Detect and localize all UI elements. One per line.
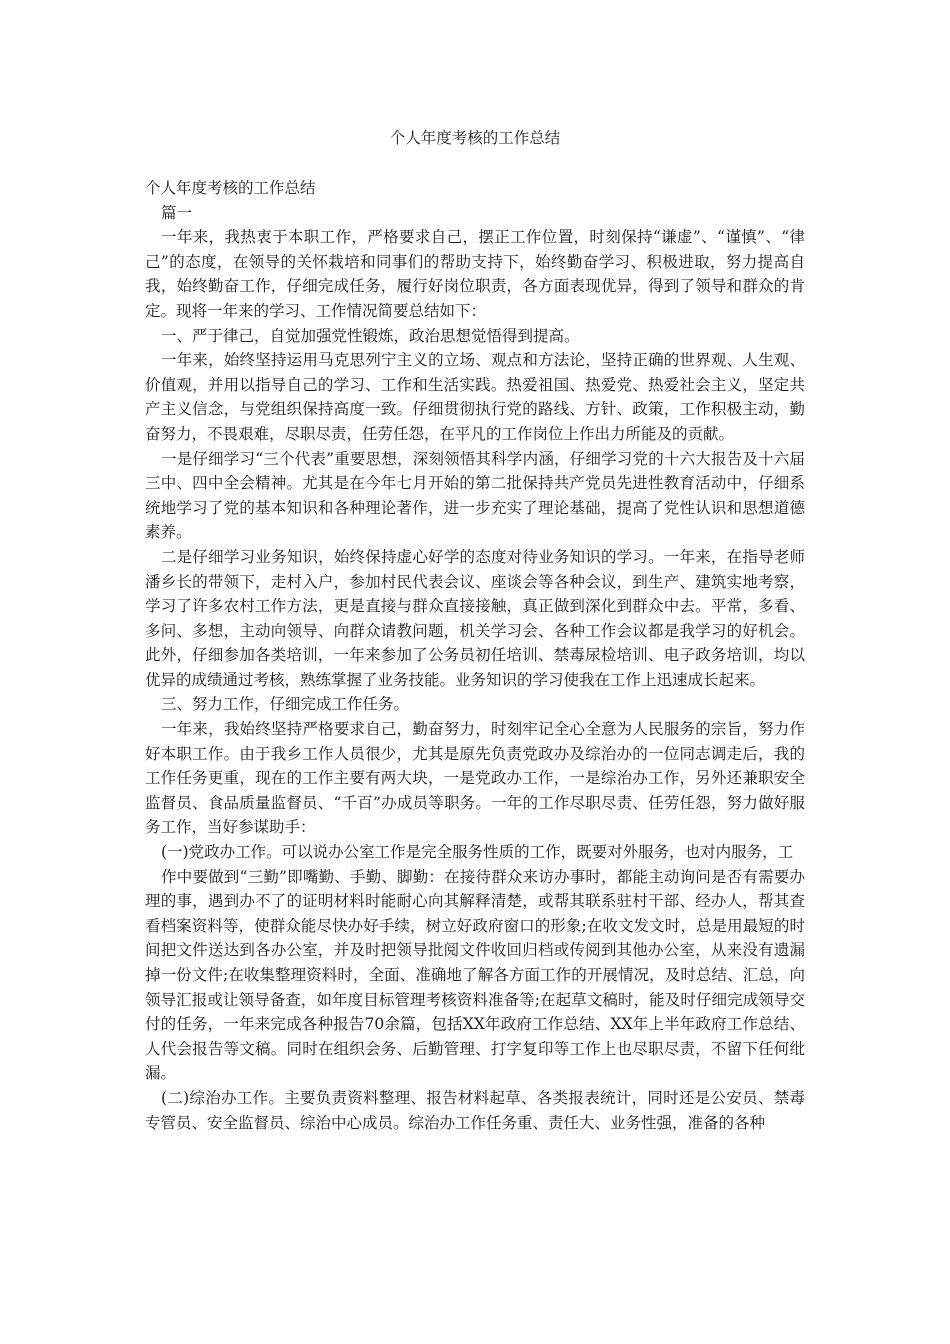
paragraph: 篇一 bbox=[161, 203, 193, 222]
paragraph: 一、严于律己，自觉加强党性锻炼，政治思想觉悟得到提高。 bbox=[161, 326, 580, 345]
paragraph: 三、努力工作，仔细完成工作任务。 bbox=[161, 695, 410, 714]
paragraph: 一是仔细学习“三个代表”重要思想，深刻领悟其科学内涵，仔细学习党的十六大报告及十六届三中、四中全会精神。尤其是在今年七月开始的第二批保持共产党员先进性教育活动中，仔细系统地学习了党的基本知识和各种理论著作，进一步充实了理论基础，提高了党性认识和思想道德素养。 bbox=[145, 449, 805, 542]
paragraph: 个人年度考核的工作总结 bbox=[145, 179, 316, 197]
paragraph: 作中要做到“三勤”即嘴勤、手勤、脚勤：在接待群众来访办事时，都能主动询问是否有需要办理的事，遇到办不了的证明材料时能耐心向其解释清楚，或帮其联系驻村干部、经办人，帮其查看档案资料等，使群众能尽快办好手续，树立好政府窗口的形象;在收文发文时，总是用最短的时间把文件送达到各办公室，并及时把领导批阅文件收回归档或传阅到其他办公室，从来没有遗漏掉一份文件;在收集整理资料时，全面、准确地了解各方面工作的开展情况，及时总结、汇总，向领导汇报或让领导备查，如年度目标管理考核资料准备等;在起草文稿时，能及时仔细完成领导交付的任务，一年来完成各种报告70余篇，包括XX年政府工作总结、XX年上半年政府工作总结、人代会报告等文稿。同时在组织会务、后勤管理、打字复印等工作上也尽职尽责，不留下任何纰漏。 bbox=[145, 867, 805, 1083]
document-body bbox=[145, 176, 805, 1135]
document-title: 个人年度考核的工作总结 bbox=[389, 129, 561, 147]
paragraph: (一)党政办工作。可以说办公室工作是完全服务性质的工作，既要对外服务，也对内服务，工 bbox=[161, 843, 794, 862]
paragraph: 二是仔细学习业务知识，始终保持虚心好学的态度对待业务知识的学习。一年来，在指导老师潘乡长的带领下，走村入户，参加村民代表会议、座谈会等各种会议，到生产、建筑实地考察，学习了许多农村工作方法，更是直接与群众直接接触，真正做到深化到群众中去。平常，多看、多问、多想，主动向领导、向群众请教问题，机关学习会、各种工作会议都是我学习的好机会。此外，仔细参加各类培训，一年来参加了公务员初任培训、禁毒尿检培训、电子政务培训，均以优异的成绩通过考核，熟练掌握了业务技能。业务知识的学习使我在工作上迅速成长起来。 bbox=[145, 547, 805, 689]
paragraph: 一年来，我热衷于本职工作，严格要求自己，摆正工作位置，时刻保持“谦虚”、“谨慎”、“律己”的态度，在领导的关怀栽培和同事们的帮助支持下，始终勤奋学习、积极进取，努力提高自我，始终勤奋工作，仔细完成任务，履行好岗位职责，各方面表现优异，得到了领导和群众的肯定。现将一年来的学习、工作情况简要总结如下： bbox=[145, 228, 805, 320]
paragraph: 一年来，我始终坚持严格要求自己，勤奋努力，时刻牢记全心全意为人民服务的宗旨，努力作好本职工作。由于我乡工作人员很少，尤其是原先负责党政办及综治办的一位同志调走后，我的工作任务更重，现在的工作主要有两大块，一是党政办工作，一是综治办工作，另外还兼职安全监督员、食品质量监督员、“千百”办成员等职务。一年的工作尽职尽责、任劳任怨，努力做好服务工作，当好参谋助手： bbox=[145, 720, 805, 837]
paragraph: 一年来，始终坚持运用马克思列宁主义的立场、观点和方法论，坚持正确的世界观、人生观、价值观，并用以指导自己的学习、工作和生活实践。热爱祖国、热爱党、热爱社会主义，坚定共产主义信念，与党组织保持高度一致。仔细贯彻执行党的路线、方针、政策，工作积极主动，勤奋努力，不畏艰难，尽职尽责，任劳任怨，在平凡的工作岗位上作出力所能及的贡献。 bbox=[145, 351, 805, 443]
paragraph: (二)综治办工作。主要负责资料整理、报告材料起草、各类报表统计，同时还是公安员、禁毒专管员、安全监督员、综治中心成员。综治办工作任务重、责任大、业务性强，准备的各种 bbox=[145, 1088, 805, 1132]
